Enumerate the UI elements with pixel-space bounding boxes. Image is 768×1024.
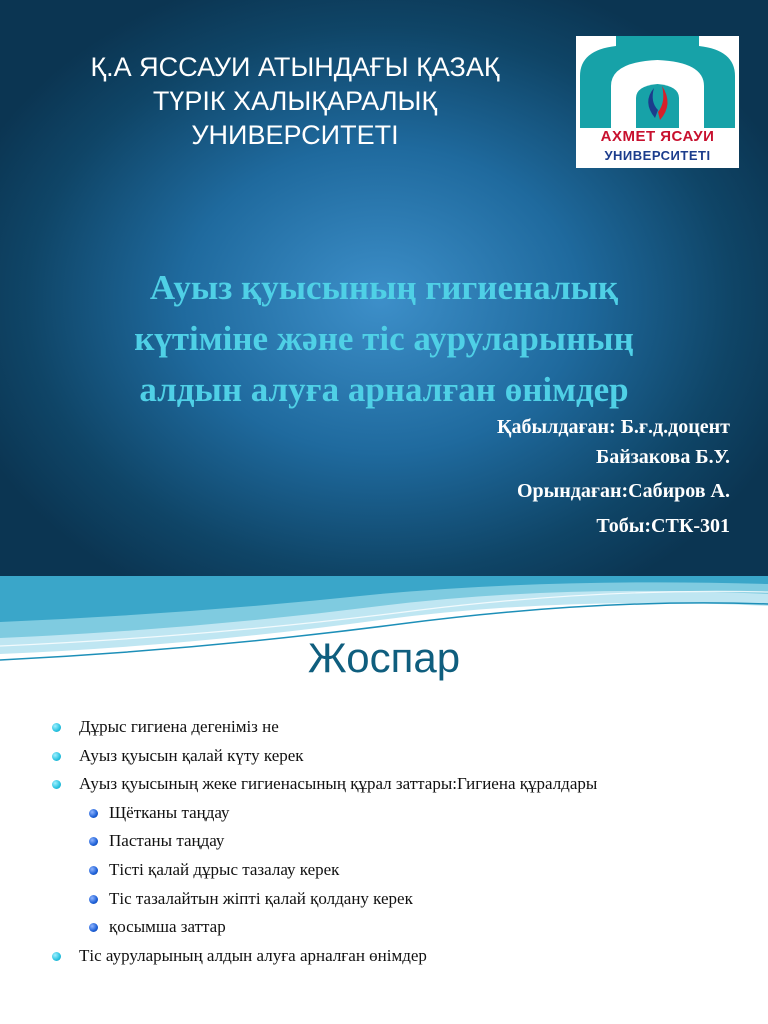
plan-slide xyxy=(0,576,768,1024)
list-item-text: Тісті қалай дұрыс тазалау керек xyxy=(109,859,340,879)
list-item-text: Дұрыс гигиена дегеніміз не xyxy=(79,717,279,736)
bullet-icon xyxy=(89,866,98,875)
university-logo xyxy=(576,36,739,168)
university-name xyxy=(20,50,570,152)
presentation-title xyxy=(40,262,728,415)
university-name-line: УНИВЕРСИТЕТІ xyxy=(191,120,399,150)
list-item-text: Ауыз қуысының жеке гигиенасының құрал заттары:Гигиена құралдары xyxy=(79,774,598,794)
list-item-text: Пастаны таңдау xyxy=(109,831,225,851)
logo-text-line1: АХМЕТ ЯСАУИ xyxy=(600,128,715,145)
bullet-icon xyxy=(52,952,61,961)
presentation-title-line: алдын алуға арналған өнімдер xyxy=(139,370,629,409)
bullet-icon xyxy=(89,923,98,932)
received-by: Қабылдаған: Б.ғ.д.доцент xyxy=(496,416,730,438)
list-item-text: Тіс ауруларының алдын алуға арналған өнімдер xyxy=(79,945,427,965)
performed-by: Орындаған:Сабиров А. xyxy=(516,480,730,502)
bullet-icon xyxy=(52,780,61,789)
bullet-icon xyxy=(89,809,98,818)
group: Тобы:СТК-301 xyxy=(596,515,730,537)
list-item-text: қосымша заттар xyxy=(109,917,226,937)
bullet-icon xyxy=(52,723,61,732)
university-name-line: Қ.А ЯССАУИ АТЫНДАҒЫ ҚАЗАҚ xyxy=(90,52,500,82)
credits-block xyxy=(497,412,730,541)
bullet-icon xyxy=(89,895,98,904)
university-name-line: ТҮРІК ХАЛЫҚАРАЛЫҚ xyxy=(152,86,438,116)
received-by-name: Байзакова Б.У. xyxy=(596,446,730,468)
bullet-icon xyxy=(52,752,61,761)
bullet-icon xyxy=(89,837,98,846)
list-item-text: Ауыз қуысын қалай күту керек xyxy=(79,745,304,765)
list-item-text: Тіс тазалайтын жіпті қалай қолдану керек xyxy=(109,888,413,908)
list-item-text: Щётканы таңдау xyxy=(109,802,230,822)
presentation-title-line: күтіміне және тіс ауруларының xyxy=(134,319,634,358)
presentation-title-line: Ауыз қуысының гигиеналық xyxy=(149,268,619,307)
dome-emblem-icon xyxy=(576,36,739,128)
plan-title: Жоспар xyxy=(307,634,461,681)
logo-text-line2: УНИВЕРСИТЕТІ xyxy=(604,148,711,163)
